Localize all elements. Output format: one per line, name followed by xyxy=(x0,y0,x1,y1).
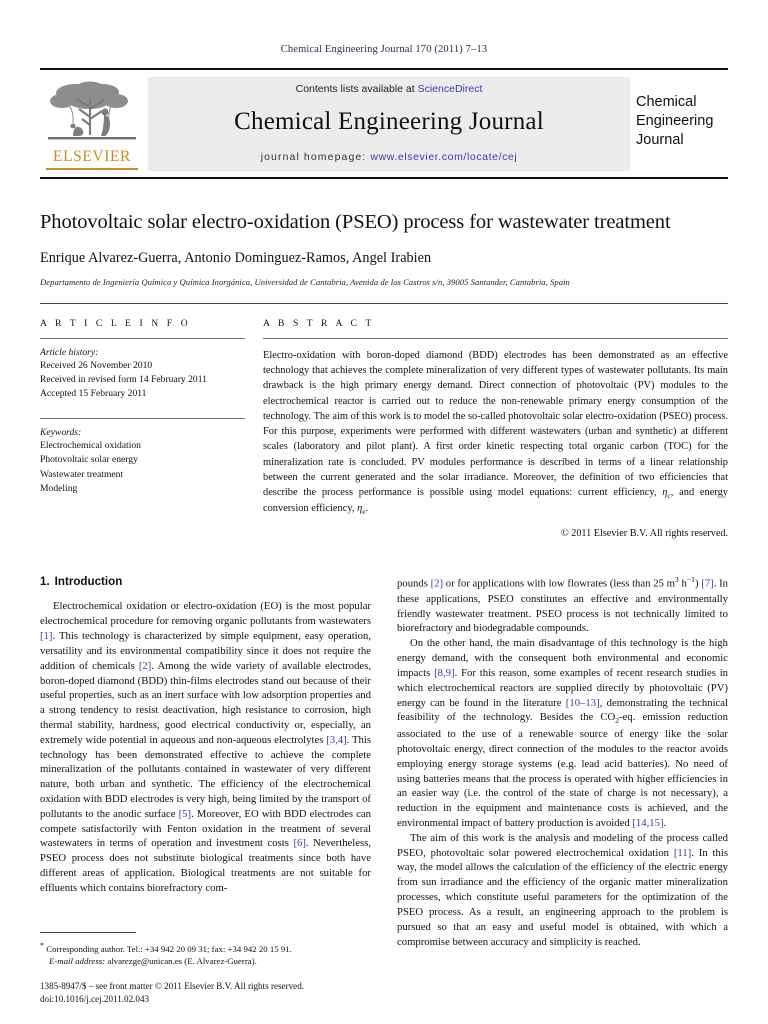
contents-available-line xyxy=(296,83,483,95)
keywords-title: Keywords: xyxy=(40,426,82,438)
info-abstract-region xyxy=(40,318,728,540)
email-address[interactable]: alvarezge@unican.es (E. Alvarez-Guerra). xyxy=(105,956,257,967)
intro-text: pounds xyxy=(397,578,431,591)
elsevier-underline xyxy=(46,168,138,170)
intro-text: ) xyxy=(695,578,702,591)
section-title: Introduction xyxy=(54,575,123,589)
corresponding-author-text: Corresponding author. Tel.: +34 942 20 09 31; fax: +34 942 20 15 91. xyxy=(46,943,292,954)
keyword-item: Photovoltaic solar energy xyxy=(40,454,138,466)
keywords-block xyxy=(40,418,245,497)
intro-text: . This technology has been demonstrated effective to achieve the complete mineralization of the pollutants contained in wastewater of very different nature, both urban and synthetic. The efficiency of the electrochemical oxidation with BDD electrodes is very high, being limited by the transport of pollutants to the anodic surface xyxy=(40,733,371,820)
journal-cover-title xyxy=(636,77,728,171)
abstract-part-1: Electro-oxidation with boron-doped diamond (BDD) electrodes has been demonstrated as an effective technology that achieves the complete mineralization of very different types of wastewater pollutants. Its main drawback is the high primary energy demand. Direct connection of photovoltaic (PV) modules to the electrochemical reactor is carried out to reduce the non-renewable primary energy consumption of the technology. The aim of this work is to model the so-called photovoltaic solar electro-oxidation (PSEO) process. For this purpose, experiments were performed with different wastewaters (urban and synthetic) at different scales (laboratory and pilot plant). A first order kinetic respecting total organic carbon (TOC) for the mineralization rate is concluded. PV modules performance is described in terms of a linear relationship between the current generated and the solar irradiance. Moreover, the definition of two efficiencies that describe the process performance is possible using model equations: current efficiency, xyxy=(263,349,728,499)
intro-text: . For this reason, some examples of recent research studies in which electrochemical reactors are supplied directly by photovoltaic (PV) energy can be found in the literature xyxy=(397,666,729,709)
abstract-label: A B S T R A C T xyxy=(263,317,375,329)
elsevier-tree-icon xyxy=(46,79,138,147)
cover-title-line-1: Chemical xyxy=(636,94,697,110)
citation-ref[interactable]: [1] xyxy=(40,630,53,643)
citation-ref[interactable]: [10–13] xyxy=(565,696,600,709)
section-heading-introduction xyxy=(40,575,371,588)
elsevier-logo xyxy=(40,77,144,171)
intro-text: or for applications with low flowrates (less than 25 m xyxy=(443,578,675,591)
email-label: E-mail address: xyxy=(49,956,106,967)
keyword-item: Wastewater treatment xyxy=(40,468,124,480)
abstract-part-3: . xyxy=(365,503,369,515)
keywords-divider xyxy=(40,418,245,419)
homepage-prefix: journal homepage: xyxy=(260,151,371,163)
article-title: Photovoltaic solar electro-oxidation (PSEO) process for wastewater treatment xyxy=(40,211,671,233)
abstract-column xyxy=(263,318,728,540)
cover-title-line-2: Engineering xyxy=(636,113,714,130)
asterisk-icon: * xyxy=(40,940,44,950)
journal-banner xyxy=(148,77,630,171)
citation-ref[interactable]: [14,15] xyxy=(632,817,664,829)
eta-e-symbol: η xyxy=(357,503,363,515)
article-info-column xyxy=(40,318,263,540)
article-history-received: Received 26 November 2010 xyxy=(40,359,153,371)
cover-title-line-3: Journal xyxy=(636,132,684,149)
article-info-divider xyxy=(40,338,245,339)
citation-ref[interactable]: [8,9] xyxy=(434,666,455,679)
intro-text: -eq. emission reduction associated to the use of a renewable source of energy like the solar photovoltaic energy, direct connection of the modules to the reactor avoids employing energy storage systems (e.g. lead acid batteries). No need of using batteries means that the process is operated with higher efficiencies in an easier way (i.e. the control of the state of charge is not necessary), a reduction in the equipment and maintenance costs is achieved, and the environmental impact of battery production is avoided xyxy=(397,711,728,829)
sciencedirect-link[interactable]: ScienceDirect xyxy=(417,83,483,95)
abstract-copyright: © 2011 Elsevier B.V. All rights reserved. xyxy=(560,528,728,540)
elsevier-wordmark: ELSEVIER xyxy=(53,148,131,165)
eta-c-symbol: η xyxy=(662,487,668,499)
intro-paragraph-right-3 xyxy=(397,831,728,950)
intro-text: . xyxy=(663,817,667,829)
citation-ref[interactable]: [7] xyxy=(701,578,714,591)
abstract-divider xyxy=(263,338,728,339)
homepage-url-link[interactable]: www.elsevier.com/locate/cej xyxy=(370,151,518,163)
journal-masthead xyxy=(40,68,728,179)
body-columns xyxy=(40,575,728,949)
intro-text: . Moreover, EO with BDD electrodes can compete satisfactorily with Fenton oxidation in the treatment of several wastewaters in terms of operation and investment costs xyxy=(40,807,371,850)
issn-doi-block xyxy=(40,980,460,1006)
abstract-part-2: , and energy conversion efficiency, xyxy=(263,487,728,515)
article-history-accepted: Accepted 15 February 2011 xyxy=(40,388,147,400)
body-column-left xyxy=(40,575,371,949)
superscript-exponent: 3 xyxy=(674,575,679,585)
intro-text: . Nevertheless, PSEO process does not substitute biological treatments since both have different areas of application. Biological treatments are not suitable for effluents which contains biorefractory com- xyxy=(40,837,371,894)
intro-text: The aim of this work is the analysis and modeling of the process called PSEO, photovoltaic solar powered electrochemical oxidation xyxy=(397,831,728,859)
intro-text: . In these applications, PSEO constitutes an effective and environmentally friendly wastewater treatment. PSEO process is not technically limited to biorefractory and biodegradable compounds. xyxy=(397,578,729,635)
intro-text: , demonstrating the technical feasibility of the technology. Besides the CO xyxy=(397,696,728,724)
issn-line: 1385-8947/$ – see front matter © 2011 Elsevier B.V. All rights reserved. xyxy=(40,981,305,992)
info-divider-top xyxy=(40,303,728,304)
eta-e-subscript: e xyxy=(362,507,366,517)
author-names: Enrique Alvarez-Guerra, Antonio Dominguez-Ramos, Angel Irabien xyxy=(40,249,432,266)
affiliation: Departamento de Ingeniería Química y Química Inorgánica, Universidad de Cantabria, Avenida de los Castros s/n, 39005 Santander, Cantabria, Spain xyxy=(40,276,570,287)
section-number: 1. xyxy=(40,575,50,589)
journal-title: Chemical Engineering Journal xyxy=(234,108,544,135)
intro-text: . This technology is characterized by simple equipment, easy operation, versatility and its environmental compatibility since it does not require the addition of chemicals xyxy=(40,630,371,672)
body-column-right xyxy=(397,575,728,949)
email-line xyxy=(40,955,385,968)
superscript-exponent: −1 xyxy=(686,575,695,585)
running-head: Chemical Engineering Journal 170 (2011) 7–13 xyxy=(280,44,488,55)
article-history-revised: Received in revised form 14 February 2011 xyxy=(40,374,207,386)
intro-paragraph-right-1 xyxy=(397,575,728,636)
citation-ref[interactable]: [11] xyxy=(673,846,692,859)
contents-prefix: Contents lists available at xyxy=(295,83,418,95)
citation-ref[interactable]: [5] xyxy=(178,807,192,820)
article-history-title: Article history: xyxy=(40,346,99,358)
intro-paragraph-left xyxy=(40,599,371,895)
citation-ref[interactable]: [2] xyxy=(430,578,444,591)
author-list xyxy=(40,250,728,267)
citation-ref[interactable]: [6] xyxy=(293,837,306,850)
subscript-co2: 2 xyxy=(615,716,620,726)
keyword-item: Modeling xyxy=(40,482,78,494)
citation-ref[interactable]: [2] xyxy=(138,659,152,672)
footnote-block xyxy=(40,932,385,968)
intro-text: . Among the wide variety of available electrodes, boron-doped diamond (BDD) thin-films electrodes stand out because of their useful properties, such as an inert surface with low adsorption properties and a strong tendency to resist deactivation, high resistance to corrosion, high thermal stability, hardness, good electrical conductivity or, especially, an extremely wide potential in aqueous and non-aqueous electrolytes xyxy=(40,659,371,746)
article-info-label: A R T I C L E I N F O xyxy=(40,317,191,329)
abstract-text xyxy=(263,348,728,518)
intro-text: On the other hand, the main disadvantage of this technology is the high energy demand, with the consequent both environmental and economic impacts xyxy=(397,637,728,679)
journal-homepage-line xyxy=(261,151,518,163)
intro-text: . In this way, the model allows the calculation of the efficiency of the electric energy from sun irradiance and the efficiency of the organic matter mineralization processes, which constitute useful parameters for the optimization of the PSEO process. As a result, an engineering approach to the problem is pursued so that an easy and useful model is obtained, with which a compromise between accuracy and simplicity is reached. xyxy=(397,846,728,948)
intro-text: Electrochemical oxidation or electro-oxidation (EO) is the most popular electrochemical procedure for removing organic pollutants from wastewaters xyxy=(40,600,371,628)
intro-text: h xyxy=(678,578,687,591)
keyword-item: Electrochemical oxidation xyxy=(40,439,141,451)
citation-ref[interactable]: [3,4] xyxy=(326,733,347,746)
doi-line[interactable]: doi:10.1016/j.cej.2011.02.043 xyxy=(40,994,150,1005)
corresponding-author-line xyxy=(40,940,385,956)
footnote-divider xyxy=(40,932,136,933)
eta-c-subscript: c xyxy=(667,491,671,501)
intro-paragraph-right-2 xyxy=(397,636,728,831)
